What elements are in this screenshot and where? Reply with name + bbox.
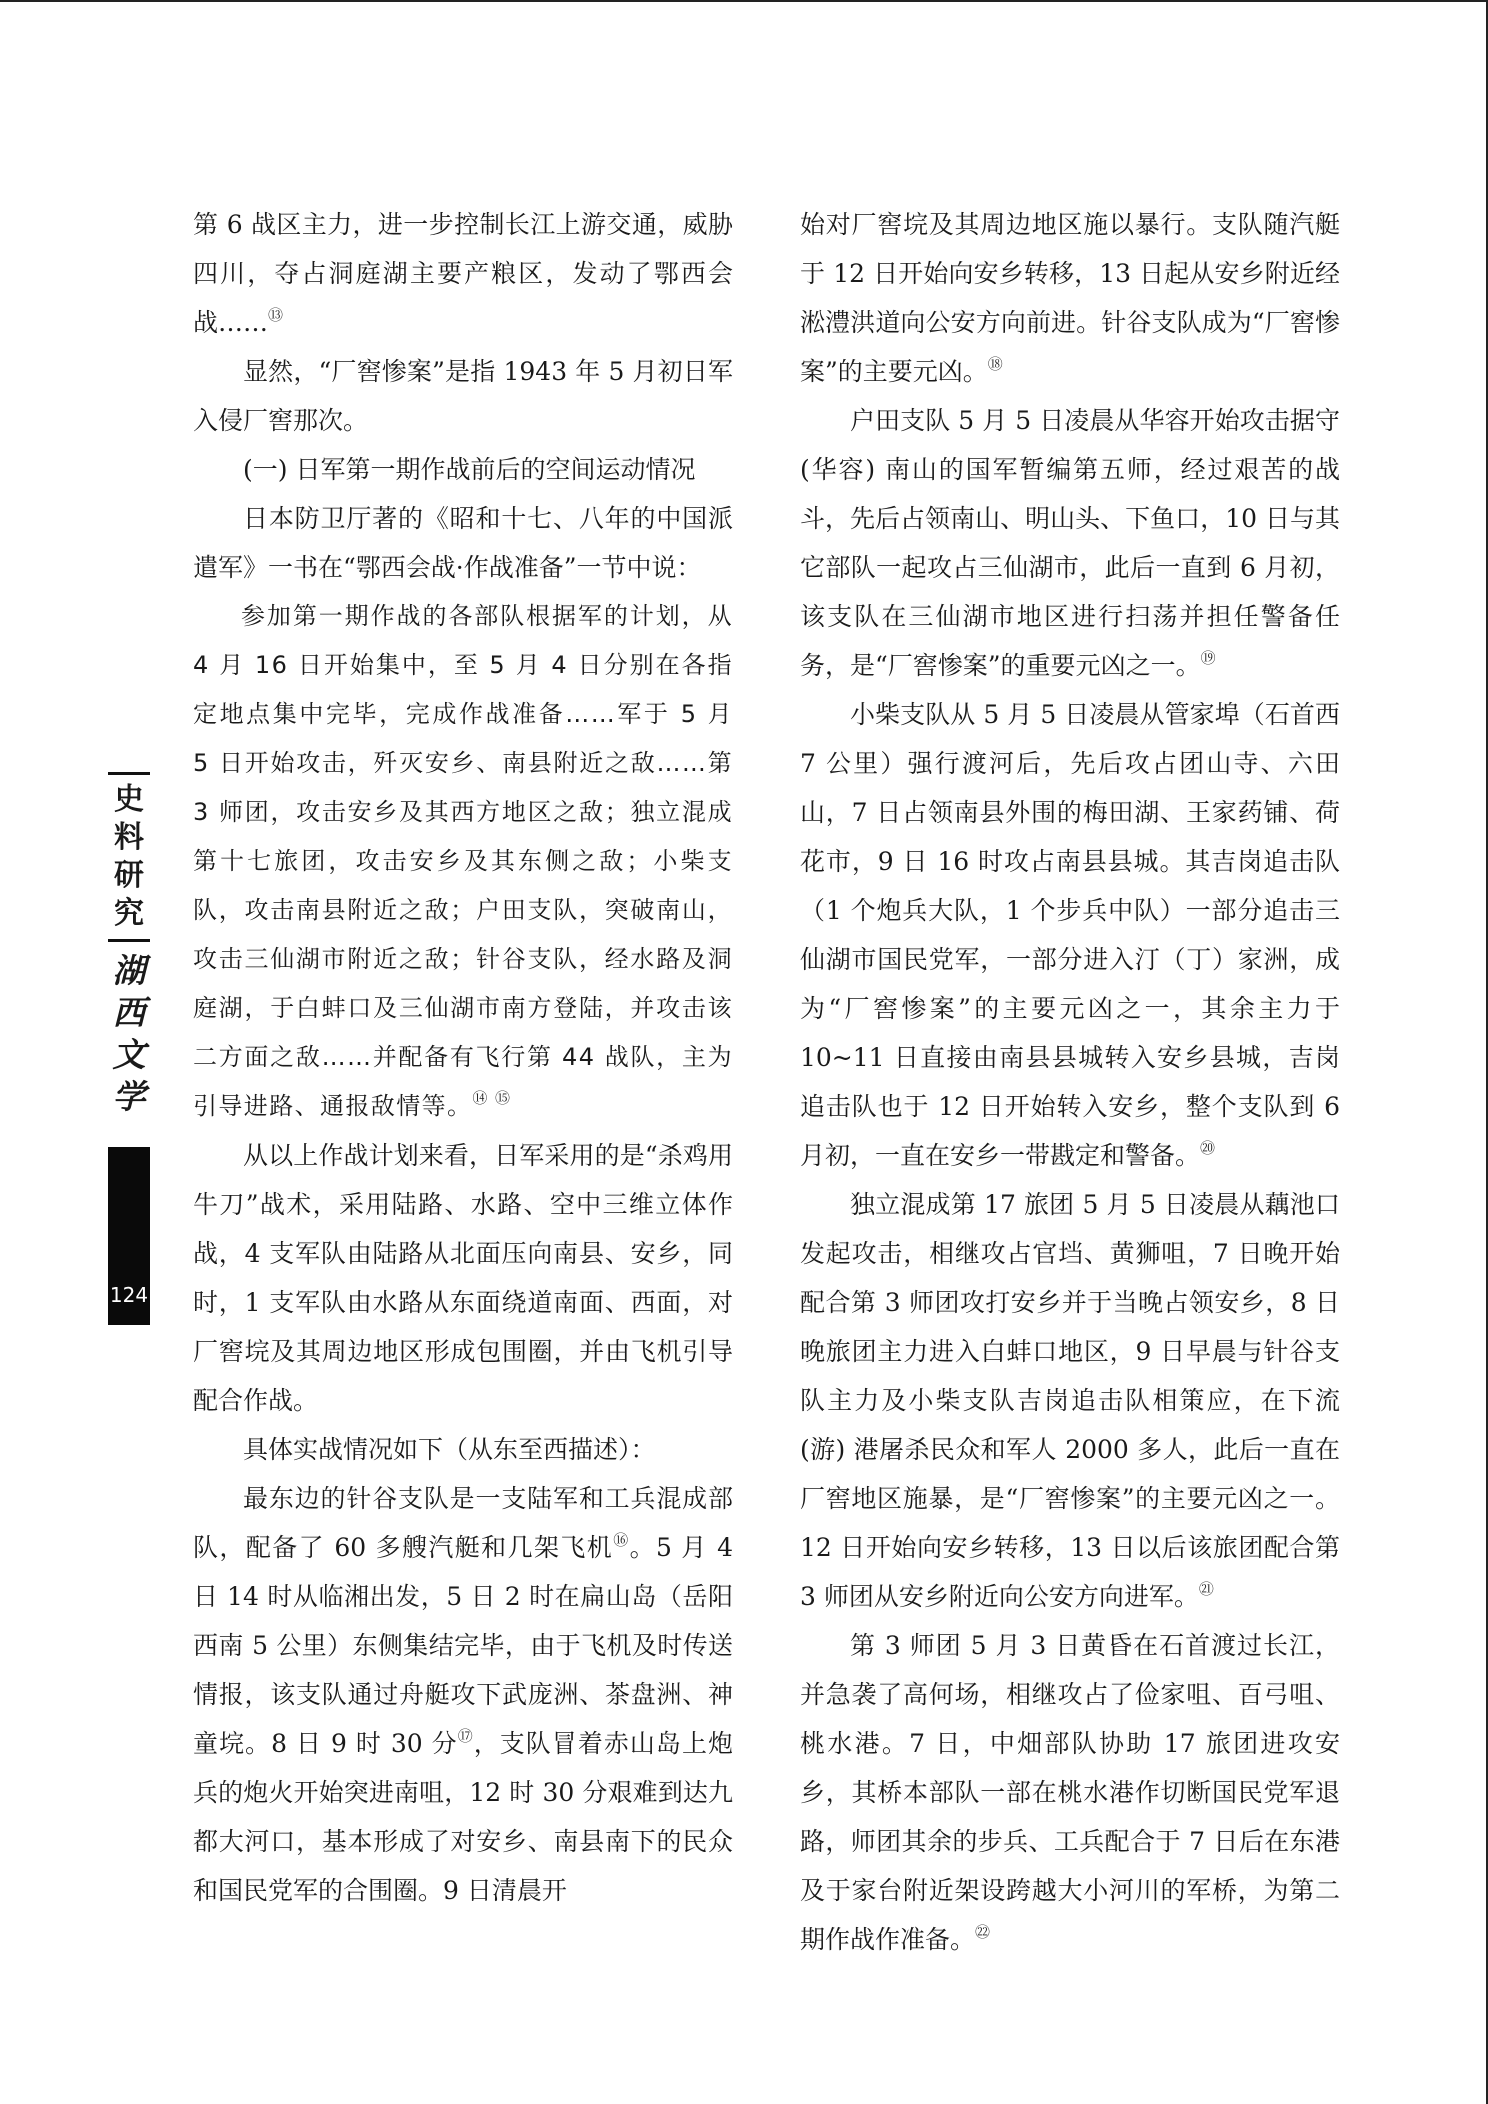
footnote-ref: ⑭ ⑮ [472,1088,512,1107]
footnote-ref: ㉒ [975,1922,991,1941]
paragraph: 第 6 战区主力，进一步控制长江上游交通，威胁四川，夺占洞庭湖主要产粮区，发动了鄂西会战……⑬ [193,210,733,337]
journal-logo: 湖西文学 [112,951,146,1116]
footnote-ref: ⑳ [1200,1138,1216,1157]
paragraph: 显然，“厂窖惨案”是指 1943 年 5 月初日军入侵厂窖那次。 [193,357,733,435]
footnote-ref: ⑱ [987,354,1003,373]
footnote-ref: ⑰ [457,1726,474,1745]
right-column [800,200,1340,1964]
section-heading: (一) 日军第一期作战前后的空间运动情况 [243,455,696,484]
footnote-ref: ⑬ [268,305,284,324]
left-column [193,200,733,1915]
paragraph: 具体实战情况如下（从东至西描述）： [243,1435,656,1464]
quote-paragraph: 参加第一期作战的各部队根据军的计划，从 4 月 16 日开始集中，至 5 月 4 日分别在各指定地点集中完毕，完成作战准备……军于 5 月 5 日开始攻击，歼灭安乡、南县附近之敌……第 3 师团，攻击安乡及其西方地区之敌；独立混成第十七旅团，攻击安乡及其东侧之敌；小柴支队，攻击南县附近之敌；户田支队，突破南山，攻击三仙湖市附近之敌；针谷支队，经水路及洞庭湖，于白蚌口及三仙湖市南方登陆，并攻击该二方面之敌……并配备有飞行第 44 战队，主为引导进路、通报敌情等。⑭ ⑮ [193,602,733,1120]
paragraph: 户田支队 5 月 5 日凌晨从华容开始攻击据守(华容) 南山的国军暂编第五师，经过艰苦的战斗，先后占领南山、明山头、下鱼口，10 日与其它部队一起攻占三仙湖市，此后一直到 6 月初，该支队在三仙湖市地区进行扫荡并担任警备任务，是“厂窖惨案”的重要元凶之一。⑲ [800,406,1340,680]
paragraph: 最东边的针谷支队是一支陆军和工兵混成部队，配备了 60 多艘汽艇和几架飞机⑯。5 月 4 日 14 时从临湘出发，5 日 2 时在扁山岛（岳阳西南 5 公里）东侧集结完毕，由于飞机及时传送情报，该支队通过舟艇攻下武庞洲、茶盘洲、神童垸。8 日 9 时 30 分⑰，支队冒着赤山岛上炮兵的炮火开始突进南咀，12 时 30 分艰难到达九都大河口，基本形成了对安乡、南县南下的民众和国民党军的合围圈。9 日清晨开 [193,1484,733,1905]
paragraph: 从以上作战计划来看，日军采用的是“杀鸡用牛刀”战术，采用陆路、水路、空中三维立体作战，4 支军队由陆路从北面压向南县、安乡，同时，1 支军队由水路从东面绕道南面、西面，对厂窖垸及其周边地区形成包围圈，并由飞机引导配合作战。 [193,1141,733,1415]
paragraph: 独立混成第 17 旅团 5 月 5 日凌晨从藕池口发起攻击，相继攻占官垱、黄狮咀，7 日晚开始配合第 3 师团攻打安乡并于当晚占领安乡，8 日晚旅团主力进入白蚌口地区，9 日早晨与针谷支队主力及小柴支队吉岗追击队相策应，在下流(游) 港屠杀民众和军人 2000 多人，此后一直在厂窖地区施暴，是“厂窖惨案”的主要元凶之一。12 日开始向安乡转移，13 日以后该旅团配合第 3 师团从安乡附近向公安方向进军。$^㉑$ [800,1190,1340,1611]
paragraph: 小柴支队从 5 月 5 日凌晨从管家埠（石首西 7 公里）强行渡河后，先后攻占团山寺、六田山，7 日占领南县外围的梅田湖、王家药铺、荷花市，9 日 16 时攻占南县县城。其吉岗追击队（1 个炮兵大队，1 个步兵中队）一部分追击三仙湖市国民党军，一部分进入汀（丁）家洲，成为“厂窖惨案”的主要元凶之一，其余主力于 10~11 日直接由南县县城转入安乡县城，吉岗追击队也于 12 日开始转入安乡，整个支队到 6 月初，一直在安乡一带戡定和警备。⑳ [800,700,1340,1170]
paragraph: 第 3 师团 5 月 3 日黄昏在石首渡过长江，并急袭了高何场，相继攻占了俭家咀、百弓咀、桃水港。7 日，中畑部队协助 17 旅团进攻安乡，其桥本部队一部在桃水港作切断国民党军退路，师团其余的步兵、工兵配合于 7 日后在东港及于家台附近架设跨越大小河川的军桥，为第二期作战作准备。$^㉒$ [800,1631,1340,1954]
paragraph: 始对厂窖垸及其周边地区施以暴行。支队随汽艇于 12 日开始向安乡转移，13 日起从安乡附近经淞澧洪道向公安方向前进。针谷支队成为“厂窖惨案”的主要元凶。⑱ [800,210,1340,386]
page-number: 124 [109,1283,149,1307]
paragraph: 日本防卫厅著的《昭和十七、八年的中国派遣军》一书在“鄂西会战·作战准备”一节中说： [193,504,733,582]
section-tab [108,772,150,1126]
page-border-top [0,0,1488,2]
footnote-ref: ㉑ [1198,1579,1214,1598]
section-label: 史料研究 [114,782,144,931]
page-number-block [108,1147,150,1325]
block-quote [193,592,733,1131]
footnote-ref: ⑯ [613,1530,630,1549]
footnote-ref: ⑲ [1200,648,1216,667]
